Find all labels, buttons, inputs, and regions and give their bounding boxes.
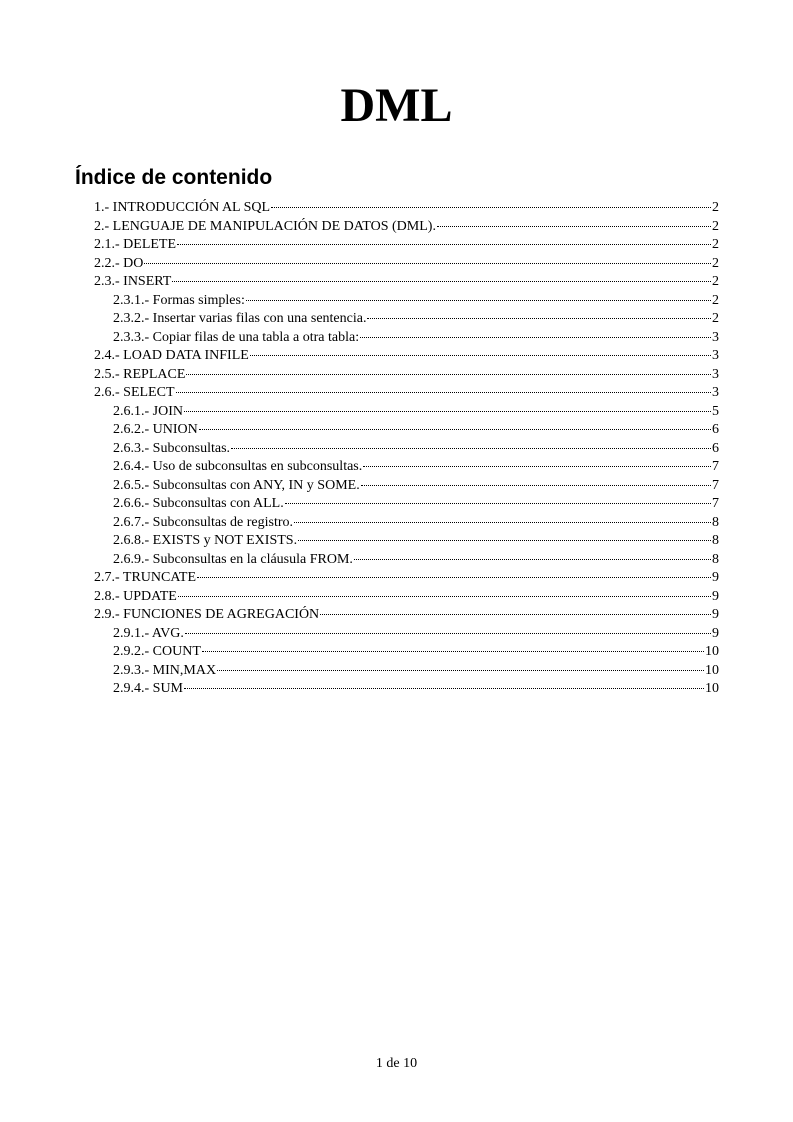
toc-dot-leader — [250, 355, 711, 356]
toc-entry[interactable] — [94, 551, 719, 570]
toc-entry-page: 2 — [712, 292, 719, 308]
toc-entry-label: 2.4.- LOAD DATA INFILE — [94, 348, 249, 363]
toc-entry[interactable] — [94, 292, 719, 311]
page-number-footer: 1 de 10 — [375, 1056, 418, 1071]
toc-entry-label: 1.- INTRODUCCIÓN AL SQL — [94, 200, 271, 215]
toc-entry[interactable] — [94, 199, 719, 218]
toc-entry-page: 3 — [712, 366, 719, 382]
document-title: DML — [340, 79, 453, 132]
toc-entry-label: 2.6.9.- Subconsultas en la cláusula FROM. — [113, 551, 353, 567]
toc-entry-label: 2.- LENGUAJE DE MANIPULACIÓN DE DATOS (DML). — [94, 218, 436, 234]
toc-dot-leader — [354, 559, 711, 560]
toc-entry[interactable] — [94, 514, 719, 533]
toc-entry[interactable] — [94, 366, 719, 385]
toc-entry[interactable] — [94, 643, 719, 662]
toc-dot-leader — [185, 633, 711, 634]
toc-entry[interactable] — [94, 310, 719, 329]
toc-dot-leader — [285, 503, 711, 504]
toc-entry[interactable] — [94, 588, 719, 607]
toc-entry-page: 6 — [712, 440, 719, 456]
toc-dot-leader — [202, 651, 704, 652]
toc-entry[interactable] — [94, 255, 719, 274]
toc-entry-label: 2.6.- SELECT — [94, 385, 175, 400]
toc-dot-leader — [178, 596, 711, 597]
toc-entry-page: 2 — [712, 274, 719, 289]
toc-dot-leader — [199, 429, 711, 430]
toc-entry-page: 7 — [712, 459, 719, 474]
toc-entry-label: 2.3.2.- Insertar varias filas con una sentencia. — [113, 311, 367, 326]
toc-entry-page: 3 — [712, 385, 719, 400]
toc-entry-page: 10 — [705, 644, 719, 659]
toc-entry-page: 2 — [712, 200, 719, 215]
toc-dot-leader — [186, 374, 711, 375]
toc-entry-label: 2.6.8.- EXISTS y NOT EXISTS. — [113, 533, 298, 548]
toc-entry-page: 5 — [712, 403, 719, 419]
toc-entry-page: 8 — [712, 551, 719, 567]
toc-entry-page: 2 — [712, 237, 719, 252]
toc-entry-label: 2.6.2.- UNION — [113, 422, 198, 437]
toc-entry[interactable] — [94, 421, 719, 440]
toc-entry[interactable] — [94, 218, 719, 237]
toc-entry[interactable] — [94, 384, 719, 403]
toc-entry[interactable] — [94, 606, 719, 625]
toc-dot-leader — [298, 540, 711, 541]
toc-entry[interactable] — [94, 532, 719, 551]
toc-dot-leader — [144, 263, 711, 264]
toc-entry-label: 2.2.- DO — [94, 255, 144, 271]
toc-dot-leader — [197, 577, 711, 578]
toc-entry-label: 2.9.3.- MIN,MAX — [113, 662, 217, 678]
toc-dot-leader — [361, 485, 711, 486]
toc-heading: Índice de contenido — [75, 166, 273, 189]
toc-dot-leader — [177, 244, 711, 245]
toc-entry-page: 2 — [712, 311, 719, 326]
toc-dot-leader — [246, 300, 711, 301]
toc-entry-label: 2.6.7.- Subconsultas de registro. — [113, 514, 294, 530]
toc-entry[interactable] — [94, 569, 719, 588]
toc-entry-page: 9 — [712, 588, 719, 604]
toc-entry-label: 2.9.1.- AVG. — [113, 625, 184, 641]
toc-dot-leader — [360, 337, 711, 338]
toc-entry[interactable] — [94, 458, 719, 477]
toc-entry-label: 2.3.- INSERT — [94, 274, 172, 289]
toc-entry-label: 2.5.- REPLACE — [94, 366, 186, 382]
toc-dot-leader — [437, 226, 711, 227]
toc-entry-page: 6 — [712, 422, 719, 437]
toc-dot-leader — [172, 281, 711, 282]
table-of-contents — [94, 199, 719, 699]
toc-entry[interactable] — [94, 440, 719, 459]
toc-entry-label: 2.6.6.- Subconsultas con ALL. — [113, 496, 284, 511]
toc-entry-page: 2 — [712, 255, 719, 271]
toc-dot-leader — [294, 522, 711, 523]
toc-entry[interactable] — [94, 680, 719, 699]
toc-entry[interactable] — [94, 329, 719, 348]
toc-entry-page: 7 — [712, 496, 719, 511]
toc-dot-leader — [176, 392, 712, 393]
toc-entry[interactable] — [94, 477, 719, 496]
toc-entry-label: 2.3.1.- Formas simples: — [113, 292, 245, 308]
toc-dot-leader — [320, 614, 711, 615]
toc-entry[interactable] — [94, 347, 719, 366]
toc-entry[interactable] — [94, 403, 719, 422]
toc-entry-label: 2.8.- UPDATE — [94, 588, 177, 604]
toc-entry-label: 2.6.4.- Uso de subconsultas en subconsultas. — [113, 459, 363, 474]
toc-dot-leader — [184, 688, 704, 689]
toc-entry-page: 3 — [712, 348, 719, 363]
toc-entry-label: 2.6.3.- Subconsultas. — [113, 440, 231, 456]
toc-dot-leader — [271, 207, 711, 208]
toc-dot-leader — [231, 448, 711, 449]
toc-entry[interactable] — [94, 662, 719, 681]
toc-entry-page: 10 — [705, 681, 719, 696]
toc-entry-page: 2 — [712, 218, 719, 234]
toc-entry-label: 2.9.2.- COUNT — [113, 644, 201, 659]
toc-entry-label: 2.9.4.- SUM — [113, 681, 184, 696]
toc-dot-leader — [184, 411, 711, 412]
toc-entry-label: 2.3.3.- Copiar filas de una tabla a otra tabla: — [113, 329, 360, 345]
toc-entry-label: 2.6.1.- JOIN — [113, 403, 183, 419]
toc-entry[interactable] — [94, 495, 719, 514]
toc-entry-page: 3 — [712, 329, 719, 345]
toc-entry[interactable] — [94, 236, 719, 255]
toc-dot-leader — [367, 318, 711, 319]
toc-entry-page: 8 — [712, 514, 719, 530]
toc-dot-leader — [217, 670, 704, 671]
toc-entry-page: 10 — [705, 662, 719, 678]
toc-entry[interactable] — [94, 625, 719, 644]
toc-entry-page: 7 — [712, 477, 719, 493]
toc-entry-label: 2.6.5.- Subconsultas con ANY, IN y SOME. — [113, 477, 360, 493]
toc-entry[interactable] — [94, 273, 719, 292]
toc-dot-leader — [363, 466, 711, 467]
toc-entry-label: 2.9.- FUNCIONES DE AGREGACIÓN — [94, 607, 320, 622]
toc-entry-page: 9 — [712, 570, 719, 585]
toc-entry-page: 9 — [712, 607, 719, 622]
toc-entry-label: 2.1.- DELETE — [94, 237, 177, 252]
toc-entry-page: 8 — [712, 533, 719, 548]
toc-entry-page: 9 — [712, 625, 719, 641]
toc-entry-label: 2.7.- TRUNCATE — [94, 570, 197, 585]
